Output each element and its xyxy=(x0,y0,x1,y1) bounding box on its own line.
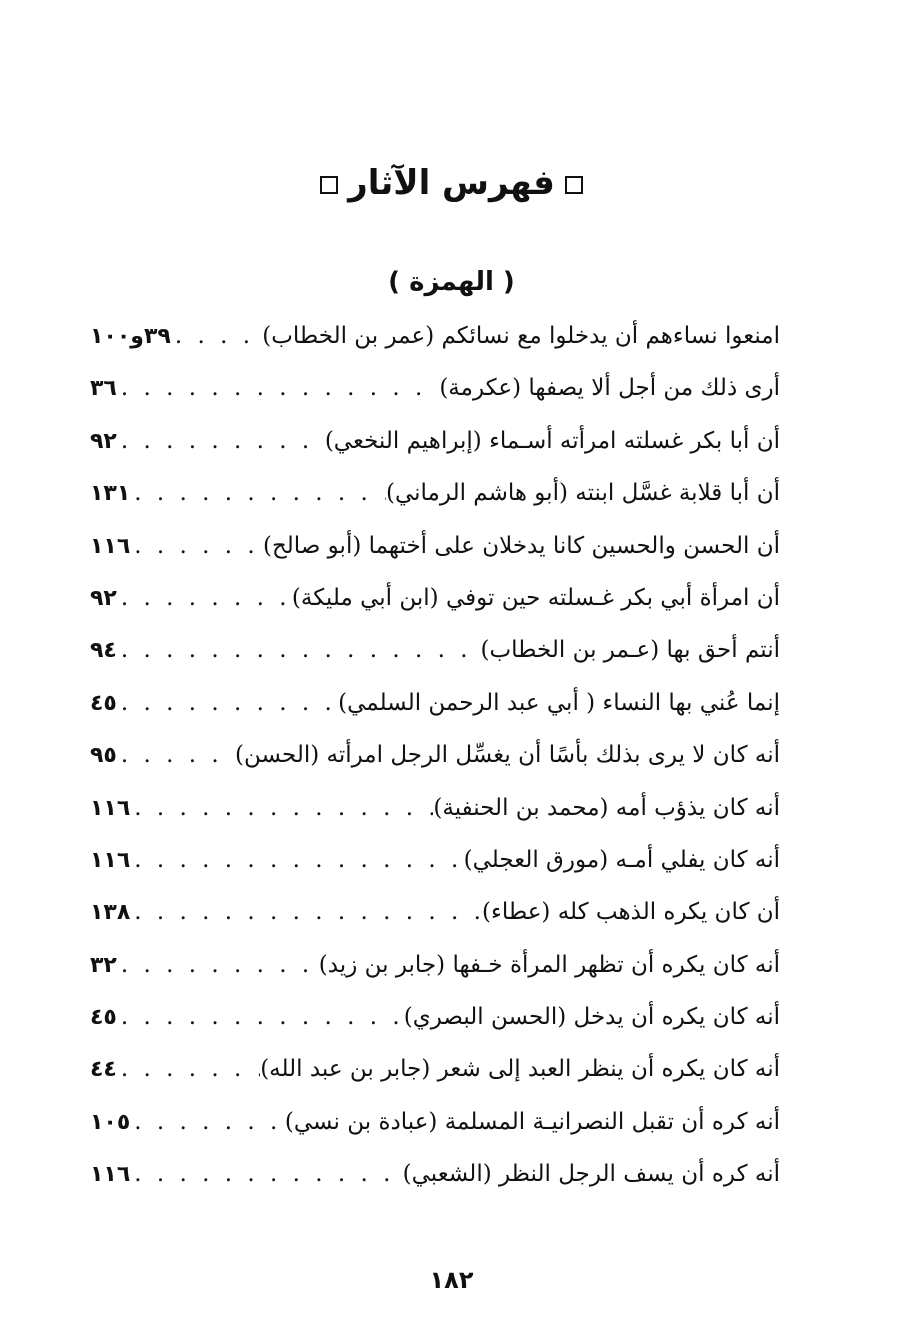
dot-leader xyxy=(117,1043,260,1095)
index-entry xyxy=(90,624,780,676)
entry-page: ٤٥ xyxy=(90,1005,117,1031)
entry-page: ١١٦ xyxy=(90,795,131,821)
entry-page: ٩٤ xyxy=(90,638,117,664)
entry-text: أنه كان يكره أن يدخل (الحسن البصري) xyxy=(403,1004,780,1031)
entry-text: إنما عُني بها النساء ( أبي عبد الرحمن السلمي) xyxy=(338,689,780,716)
dot-leader xyxy=(117,362,439,414)
entry-text: أرى ذلك من أجل ألا يصفها (عكرمة) xyxy=(439,375,780,402)
index-entry xyxy=(90,886,780,938)
index-entry xyxy=(90,782,780,834)
index-entry xyxy=(90,677,780,729)
entry-page: ١١٦ xyxy=(90,1162,131,1188)
entry-text: أن كان يكره الذهب كله (عطاء) xyxy=(482,899,780,926)
entry-text: أن أبا قلابة غسَّل ابنته (أبو هاشم الرماني) xyxy=(386,480,780,507)
dot-leader xyxy=(117,415,325,467)
entry-text: أن أبا بكر غسلته امرأته أسـماء (إبراهيم النخعي) xyxy=(324,427,780,454)
entry-text: أن الحسن والحسين كانا يدخلان على أختهما (أبو صالح) xyxy=(262,532,780,559)
entry-text: أنه كان يذؤب أمه (محمد بن الحنفية) xyxy=(433,794,780,821)
index-entry xyxy=(90,939,780,991)
index-entry xyxy=(90,572,780,624)
dot-leader xyxy=(130,886,482,938)
dot-leader xyxy=(117,624,481,676)
entry-text: امنعوا نساءهم أن يدخلوا مع نسائكم (عمر بن الخطاب) xyxy=(262,323,780,349)
index-title xyxy=(0,158,903,208)
index-title-text: فهرس الآثار xyxy=(348,163,555,203)
dot-leader xyxy=(130,1096,285,1148)
index-entry xyxy=(90,310,780,362)
section-heading: ( الهمزة ) xyxy=(388,267,515,297)
entry-page: ١٣١ xyxy=(90,481,131,507)
entry-page: ١١٦ xyxy=(90,533,131,559)
dot-leader xyxy=(130,520,263,572)
index-entry xyxy=(90,520,780,572)
dot-leader xyxy=(117,729,235,781)
entry-page: ٩٢ xyxy=(90,428,117,454)
index-entry xyxy=(90,729,780,781)
index-entries xyxy=(90,310,780,1201)
entry-page: ٣٩و١٠٠ xyxy=(90,324,171,349)
entry-page: ١٣٨ xyxy=(90,900,131,926)
entry-text: أن امرأة أبي بكر غـسلته حين توفي (ابن أبي مليكة) xyxy=(291,584,780,611)
square-ornament-icon xyxy=(565,176,583,194)
entry-text: أنه كان يكره أن ينظر العبد إلى شعر (جابر بن عبد الله) xyxy=(260,1056,780,1083)
dot-leader xyxy=(117,572,292,624)
dot-leader xyxy=(130,1148,402,1200)
entry-page: ٤٤ xyxy=(90,1057,117,1083)
entry-text: أنه كان يفلي أمـه (مورق العجلي) xyxy=(463,846,780,873)
index-entry xyxy=(90,834,780,886)
entry-text: أنه كان يكره أن تظهر المرأة خـفها (جابر بن زيد) xyxy=(318,951,780,978)
entry-page: ٤٥ xyxy=(90,690,117,716)
index-entry xyxy=(90,415,780,467)
index-entry xyxy=(90,467,780,519)
index-entry xyxy=(90,991,780,1043)
entry-page: ١٠٥ xyxy=(90,1109,131,1135)
entry-page: ١١٦ xyxy=(90,847,131,873)
dot-leader xyxy=(117,939,319,991)
entry-text: أنه كان لا يرى بذلك بأسًا أن يغسِّل الرجل امرأته (الحسن) xyxy=(234,742,780,769)
dot-leader xyxy=(130,834,463,886)
dot-leader xyxy=(117,991,404,1043)
index-entry xyxy=(90,362,780,414)
dot-leader xyxy=(117,677,338,729)
entry-page: ٩٢ xyxy=(90,585,117,611)
dot-leader xyxy=(171,310,262,362)
index-entry xyxy=(90,1148,780,1200)
index-entry xyxy=(90,1043,780,1095)
entry-page: ٣٢ xyxy=(90,952,117,978)
entry-text: أنتم أحق بها (عـمر بن الخطاب) xyxy=(480,637,780,664)
entry-page: ٩٥ xyxy=(90,743,117,769)
dot-leader xyxy=(130,467,386,519)
square-ornament-icon xyxy=(320,176,338,194)
entry-text: أنه كره أن يسف الرجل النظر (الشعبي) xyxy=(402,1161,780,1188)
page-number: ١٨٢ xyxy=(429,1266,474,1294)
dot-leader xyxy=(130,782,433,834)
index-entry xyxy=(90,1096,780,1148)
entry-text: أنه كره أن تقبل النصرانيـة المسلمة (عبادة بن نسي) xyxy=(284,1108,780,1135)
entry-page: ٣٦ xyxy=(90,376,117,402)
